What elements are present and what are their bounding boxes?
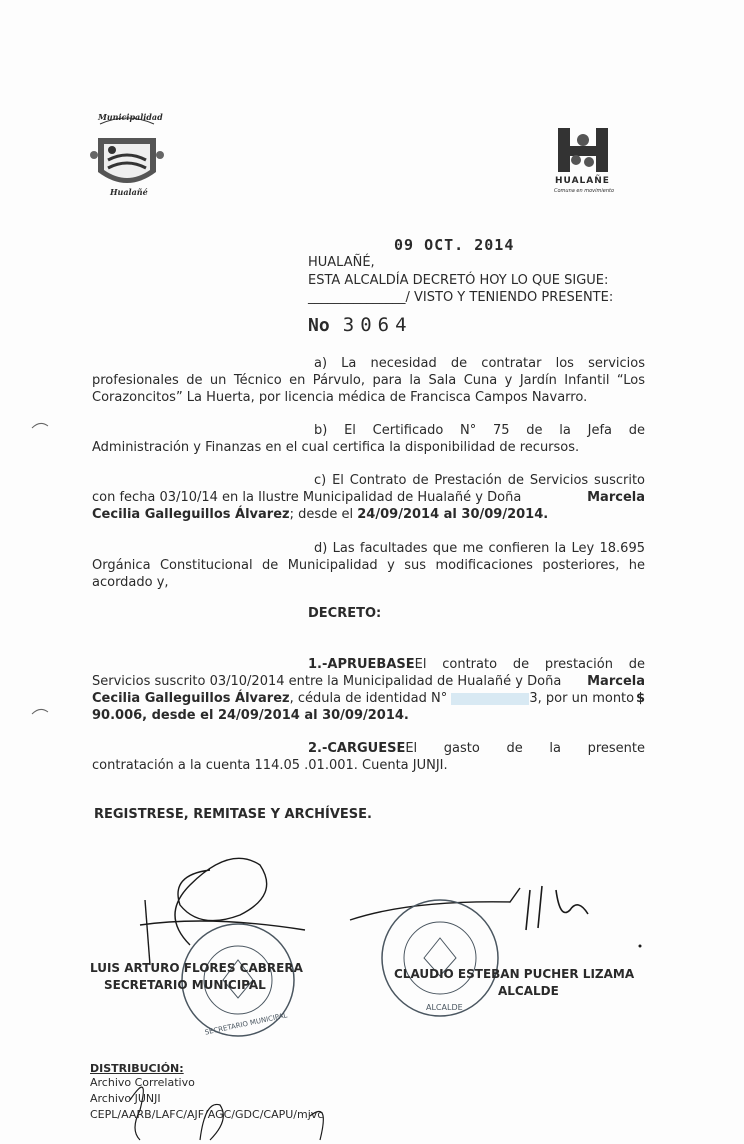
header-visto: VISTO Y TENIENDO PRESENTE:	[409, 290, 614, 305]
considerando-c-text: con fecha 03/10/14 en la Ilustre Municipalidad de Hualañé y Doña	[92, 490, 522, 505]
article-1-line-2	[92, 673, 645, 690]
decree-number-prefix: No	[308, 315, 330, 336]
header-line-2: ESTA ALCALDÍA DECRETÓ HOY LO QUE SIGUE:	[308, 273, 609, 288]
redacted-id-number	[451, 693, 529, 705]
considerando-c-name: Cecilia Galleguillos Álvarez	[92, 507, 290, 522]
left-signer-title: SECRETARIO MUNICIPAL	[104, 978, 266, 992]
article-2-label: 2.-CARGUESE	[308, 741, 406, 756]
considerando-a-line-3: Corazoncitos” La Huerta, por licencia médica de Francisca Campos Navarro.	[92, 390, 588, 405]
article-1-name: Cecilia Galleguillos Álvarez	[92, 691, 290, 706]
decreto-heading: DECRETO:	[308, 606, 382, 621]
seal-top-text: Municipalidad	[98, 112, 163, 122]
article-2-line-2: contratación a la cuenta 114.05 .01.001. Cuenta JUNJI.	[92, 758, 448, 773]
considerando-d-line-2: Orgánica Constitucional de Municipalidad y sus modificaciones posteriores, he	[92, 558, 645, 573]
header-line-1: HUALAÑÉ,	[308, 255, 375, 270]
article-1-line-3	[92, 690, 645, 707]
left-signer-name: LUIS ARTURO FLORES CABRERA	[90, 961, 303, 975]
article-1-monto: 3, por un monto	[529, 691, 635, 706]
considerando-c-line-3	[92, 506, 548, 523]
article-2-line-1	[308, 740, 645, 757]
decree-number	[308, 314, 413, 336]
distribution-line-3: CEPL/AARB/LAFC/AJF/AGC/GDC/CAPU/mjvc	[90, 1108, 324, 1121]
considerando-c-line-1: c) El Contrato de Prestación de Servicios suscrito	[314, 473, 645, 488]
considerando-d-line-1: d) Las facultades que me confieren la Ley 18.695	[314, 541, 645, 556]
margin-mark-bottom	[30, 706, 50, 716]
article-1-line-1	[308, 656, 645, 673]
date-stamp: 09 OCT. 2014	[394, 236, 515, 254]
right-signer-name: CLAUDIO ESTEBAN PUCHER LIZAMA	[394, 967, 635, 981]
margin-mark-top	[30, 420, 50, 430]
considerando-c-desde: ; desde el	[289, 507, 358, 522]
article-1-cedula: , cédula de identidad N°	[289, 691, 448, 706]
right-stamp-text: ALCALDE	[426, 1003, 463, 1012]
closing-line: REGISTRESE, REMITASE Y ARCHÍVESE.	[94, 807, 372, 822]
decree-number-value: 3064	[342, 314, 413, 336]
right-signer-title: ALCALDE	[498, 984, 559, 998]
considerando-c-line-2	[92, 489, 645, 506]
article-1-line-4: 90.006, desde el 24/09/2014 al 30/09/2014.	[92, 708, 409, 723]
distribution-line-1: Archivo Correlativo	[90, 1076, 195, 1089]
article-1-contract: Servicios suscrito 03/10/2014 entre la Municipalidad de Hualañé y Doña	[92, 674, 562, 689]
right-official-stamp	[378, 896, 502, 1020]
brand-tagline: Comuna en movimiento	[554, 188, 615, 194]
article-1-currency: $	[635, 691, 645, 706]
considerando-c-bold: Marcela	[587, 490, 645, 505]
considerando-b-line-1: b) El Certificado N° 75 de la Jefa de	[314, 423, 645, 438]
distribution-heading: DISTRIBUCIÓN:	[90, 1062, 184, 1075]
hualane-brand-logo	[556, 126, 610, 174]
considerando-c-dates: 24/09/2014 al 30/09/2014.	[357, 507, 549, 522]
article-1-text: El contrato de prestación de	[414, 657, 645, 672]
distribution-line-2: Archivo JUNJI	[90, 1092, 161, 1105]
header-blank: _______________/	[308, 290, 410, 305]
seal-bottom-text: Hualañé	[110, 187, 148, 197]
article-2-text: El gasto de la presente	[405, 741, 645, 756]
header-line-3	[308, 289, 613, 306]
considerando-b-line-2: Administración y Finanzas en el cual certifica la disponibilidad de recursos.	[92, 440, 580, 455]
left-stamp-text: SECRETARIO MUNICIPAL	[204, 1011, 289, 1037]
initials-scribble	[110, 1060, 350, 1144]
brand-name: HUALAÑE	[555, 176, 610, 186]
considerando-a-line-1: a) La necesidad de contratar los servicios	[314, 356, 645, 371]
considerando-a-line-2: profesionales de un Técnico en Párvulo, para la Sala Cuna y Jardín Infantil “Los	[92, 373, 645, 388]
article-1-label: 1.-APRUEBASE	[308, 657, 415, 672]
considerando-d-line-3: acordado y,	[92, 575, 169, 590]
article-1-bold: Marcela	[587, 674, 645, 689]
